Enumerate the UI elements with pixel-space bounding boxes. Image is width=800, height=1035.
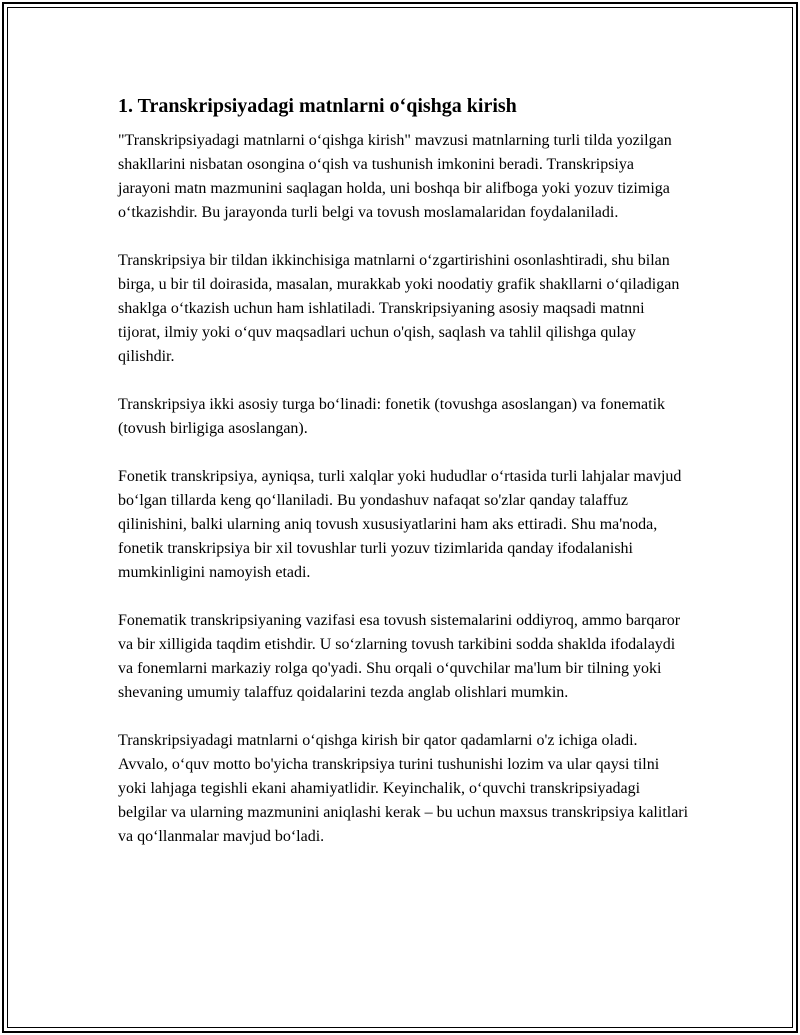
paragraph-types: Transkripsiya ikki asosiy turga bo‘linadi: fonetik (tovushga asoslangan) va fonematik (tovush birligiga asoslangan). [118,396,666,437]
paragraph-intro: "Transkripsiyadagi matnlarni o‘qishga kirish" mavzusi matnlarning turli tilda yozilgan shakllarini nisbatan osongina o‘qish va tushunish imkonini beradi. Transkripsiya jarayoni matn mazmunini saqlagan holda, uni boshqa bir alifboga yoki yozuv tizimiga o‘tkazishdir. Bu jarayonda turli belgi va tovush moslamalaridan foydalaniladi. [118,132,672,221]
paragraph-phonetic: Fonetik transkripsiya, ayniqsa, turli xalqlar yoki hududlar o‘rtasida turli lahjalar mavjud bo‘lgan tillarda keng qo‘llaniladi. Bu yondashuv nafaqat so'zlar qanday talaffuz qilinishini, balki ularning aniq tovush xususiyatlarini ham aks ettiradi. Shu ma'noda, fonetik transkripsiya bir xil tovushlar turli yozuv tizimlarida qanday ifodalanishi mumkinligini namoyish etadi. [118,468,682,581]
document-body [118,94,690,873]
paragraph-purpose: Transkripsiya bir tildan ikkinchisiga matnlarni o‘zgartirishini osonlashtiradi, shu bilan birga, u bir til doirasida, masalan, murakkab yoki noodatiy grafik shakllarni o‘qiladigan shaklga o‘tkazish uchun ham ishlatiladi. Transkripsiyaning asosiy maqsadi matnni tijorat, ilmiy yoki o‘quv maqsadlari uchun o'qish, saqlash va tahlil qilishga qulay qilishdir. [118,252,680,365]
paragraph-phonemic: Fonematik transkripsiyaning vazifasi esa tovush sistemalarini oddiyroq, ammo barqaror va bir xilligida taqdim etishdir. U so‘zlarning tovush tarkibini sodda shaklda ifodalaydi va fonemlarni markaziy rolga qo'yadi. Shu orqali o‘quvchilar ma'lum bir tilning yoki shevaning umumiy talaffuz qoidalarini tezda anglab olishlari mumkin. [118,612,681,701]
paragraph-steps: Transkripsiyadagi matnlarni o‘qishga kirish bir qator qadamlarni o'z ichiga oladi. Avvalo, o‘quv motto bo'yicha transkripsiya turini tushunishi lozim va ular qaysi tilni yoki lahjaga tegishli ekani ahamiyatlidir. Keyinchalik, o‘quvchi transkripsiyadagi belgilar va ularning mazmunini aniqlashi kerak – bu uchun maxsus transkripsiya kalitlari va qo‘llanmalar mavjud bo‘ladi. [118,732,689,845]
section-heading: 1. Transkripsiyadagi matnlarni o‘qishga kirish [118,95,517,117]
